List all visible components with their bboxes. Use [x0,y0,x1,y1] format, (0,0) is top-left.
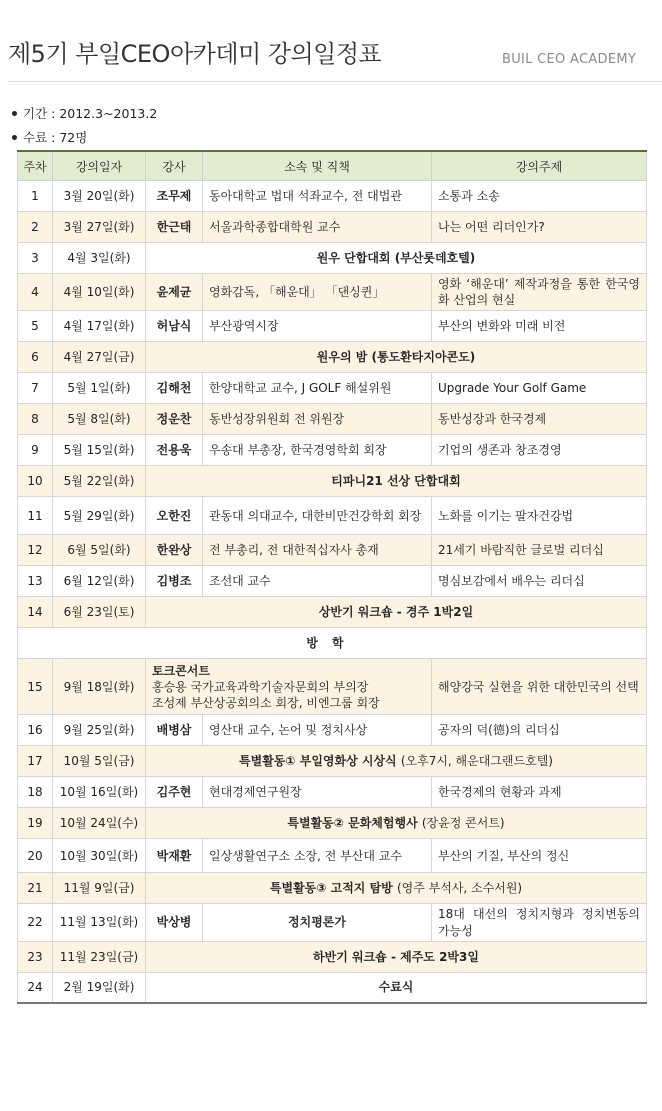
info-label: 기간 [23,106,48,121]
info-label: 수료 [23,130,48,145]
event-title: 특별활동① 부일영화상 시상식 [239,754,397,769]
info-period: 기간 : 2012.3~2013.2 [12,104,157,122]
lecture-date: 3월 20일(화) [53,181,146,212]
week-number: 6 [18,342,53,373]
lecture-topic: 동반성장과 한국경제 [432,404,647,435]
event-cell [146,808,647,839]
table-row [18,212,647,243]
lecture-topic: 한국경제의 현황과 과제 [432,777,647,808]
brand-logo-text: BUIL CEO ACADEMY [502,52,637,67]
table-row [18,497,647,535]
event-cell [146,466,647,497]
column-header: 강사 [146,151,203,181]
bullet-icon [12,135,17,140]
event-cell [146,873,647,904]
event-detail: (오후7시, 해운대그랜드호텔) [400,754,553,769]
week-number: 3 [18,243,53,274]
lecturer-name: 허남식 [146,311,203,342]
schedule-body [18,181,647,1004]
week-number: 8 [18,404,53,435]
event-cell [146,342,647,373]
lecturer-position: 조선대 교수 [203,566,432,597]
event-title: 원우의 밤 (통도환타지아콘도) [316,350,476,365]
table-row [18,435,647,466]
column-header: 강의주제 [432,151,647,181]
week-number: 4 [18,274,53,311]
event-row [18,466,647,497]
event-row [18,746,647,777]
event-title: 상반기 워크숍 - 경주 1박2일 [318,605,474,620]
table-row [18,311,647,342]
lecturer-name: 윤제균 [146,274,203,311]
week-number: 11 [18,497,53,535]
lecturer-name: 박재환 [146,839,203,873]
lecturer-name: 김주현 [146,777,203,808]
column-header: 소속 및 직책 [203,151,432,181]
lecture-date: 9월 18일(화) [53,659,146,715]
break-label: 방학 [18,628,647,659]
week-number: 17 [18,746,53,777]
week-number: 1 [18,181,53,212]
event-row [18,972,647,1003]
table-row [18,181,647,212]
lecturer-name: 정운찬 [146,404,203,435]
event-cell [146,597,647,628]
lecturer-name: 조무제 [146,181,203,212]
week-number: 7 [18,373,53,404]
lecture-topic: 노화를 이기는 팔자건강법 [432,497,647,535]
event-title: 수료식 [378,980,414,995]
table-row [18,274,647,311]
lecturer-position: 일상생활연구소 소장, 전 부산대 교수 [203,839,432,873]
page-title: 제5기 부일CEO아카데미 강의일정표 [8,40,382,68]
lecture-date: 10월 24일(수) [53,808,146,839]
event-row [18,873,647,904]
event-title: 티파니21 선상 단합대회 [331,474,461,489]
table-row [18,715,647,746]
schedule-table [17,150,647,1004]
info-value: 72명 [59,130,88,145]
event-row [18,808,647,839]
lecture-date: 11월 13일(화) [53,904,146,941]
lecture-date: 5월 1일(화) [53,373,146,404]
week-number: 22 [18,904,53,941]
lecture-topic: 공자의 덕(德)의 리더십 [432,715,647,746]
week-number: 16 [18,715,53,746]
week-number: 5 [18,311,53,342]
lecture-topic: 부산의 기질, 부산의 정신 [432,839,647,873]
lecturer-name: 박상병 [146,904,203,941]
lecture-date: 5월 15일(화) [53,435,146,466]
lecture-date: 9월 25일(화) [53,715,146,746]
talk-concert-title: 토크콘서트 [152,663,210,678]
lecture-date: 5월 22일(화) [53,466,146,497]
lecturer-position: 관동대 의대교수, 대한비만건강학회 회장 [203,497,432,535]
lecturer-position: 동아대학교 법대 석좌교수, 전 대법관 [203,181,432,212]
week-number: 23 [18,941,53,972]
info-value: 2012.3~2013.2 [59,106,158,121]
table-row [18,404,647,435]
lecture-topic: 명심보감에서 배우는 리더십 [432,566,647,597]
lecture-date: 11월 9일(금) [53,873,146,904]
lecture-date: 5월 29일(화) [53,497,146,535]
week-number: 24 [18,972,53,1003]
lecturer-position: 동반성장위원회 전 위원장 [203,404,432,435]
talk-concert-speaker: 홍승용 국가교육과학기술자문회의 부의장 [152,679,369,694]
lecture-topic: 부산의 변화와 미래 비전 [432,311,647,342]
title-divider-secondary [8,84,662,85]
lecturer-position: 우송대 부총장, 한국경영학회 회장 [203,435,432,466]
lecture-topic: 기업의 생존과 창조경영 [432,435,647,466]
table-row [18,839,647,873]
lecture-date: 2월 19일(화) [53,972,146,1003]
lecturer-name: 배병삼 [146,715,203,746]
lecturer-position: 부산광역시장 [203,311,432,342]
lecturer-name: 한근태 [146,212,203,243]
week-number: 2 [18,212,53,243]
lecture-date: 10월 5일(금) [53,746,146,777]
lecture-date: 3월 27일(화) [53,212,146,243]
week-number: 19 [18,808,53,839]
lecturer-position: 현대경제연구원장 [203,777,432,808]
lecture-topic: 소통과 소송 [432,181,647,212]
column-header: 강의일자 [53,151,146,181]
lecture-date: 5월 8일(화) [53,404,146,435]
week-number: 21 [18,873,53,904]
event-title: 특별활동③ 고적지 탐방 [269,881,393,896]
event-cell [146,746,647,777]
bullet-icon [12,111,17,116]
lecture-date: 11월 23일(금) [53,941,146,972]
table-row [18,566,647,597]
lecture-date: 10월 16일(화) [53,777,146,808]
lecture-date: 4월 27일(금) [53,342,146,373]
table-row [18,777,647,808]
lecture-date: 6월 12일(화) [53,566,146,597]
week-number: 13 [18,566,53,597]
week-number: 12 [18,535,53,566]
lecture-topic: 해양강국 실현을 위한 대한민국의 선택 [432,659,647,715]
event-detail: (장윤정 콘서트) [421,816,505,831]
info-graduates: 수료 : 72명 [12,128,87,146]
lecturer-position: 서울과학종합대학원 교수 [203,212,432,243]
event-cell [146,243,647,274]
column-header: 주차 [18,151,53,181]
lecturer-position: 전 부총리, 전 대한적십자사 총재 [203,535,432,566]
lecture-topic: Upgrade Your Golf Game [432,373,647,404]
table-header-row [18,151,647,181]
event-title: 특별활동② 문화체험행사 [287,816,418,831]
event-title: 하반기 워크숍 - 제주도 2박3일 [313,949,479,964]
event-cell [146,972,647,1003]
lecture-topic: 나는 어떤 리더인가? [432,212,647,243]
lecturer-position: 정치평론가 [203,904,432,941]
lecture-date: 4월 17일(화) [53,311,146,342]
lecturer-position: 한양대학교 교수, J GOLF 해설위원 [203,373,432,404]
event-row [18,941,647,972]
lecturer-name: 김해천 [146,373,203,404]
table-row [18,904,647,941]
title-divider [8,81,662,82]
talk-concert-speaker: 조성제 부산상공회의소 회장, 비엔그룹 회장 [152,695,380,710]
lecture-date: 10월 30일(화) [53,839,146,873]
table-row [18,373,647,404]
lecturer-name: 김병조 [146,566,203,597]
lecture-topic: 영화 ‘해운대’ 제작과정을 통한 한국영화 산업의 현실 [432,274,647,311]
table-row [18,659,647,715]
lecturer-name: 전용욱 [146,435,203,466]
week-number: 18 [18,777,53,808]
lecturer-position: 영산대 교수, 논어 및 정치사상 [203,715,432,746]
event-row [18,597,647,628]
event-detail: (영주 부석사, 소수서원) [396,881,523,896]
event-cell [146,941,647,972]
lecturer-position: 영화감독, 「해운대」 「댄싱퀸」 [203,274,432,311]
talk-concert-cell [146,659,432,715]
break-row [18,628,647,659]
table-row [18,535,647,566]
lecture-date: 6월 23일(토) [53,597,146,628]
event-row [18,342,647,373]
week-number: 10 [18,466,53,497]
lecturer-name: 오한진 [146,497,203,535]
week-number: 9 [18,435,53,466]
week-number: 14 [18,597,53,628]
event-title: 원우 단합대회 (부산롯데호텔) [316,250,476,265]
lecture-date: 6월 5일(화) [53,535,146,566]
lecture-topic: 21세기 바람직한 글로벌 리더십 [432,535,647,566]
lecture-topic: 18대 대선의 정치지형과 정치변동의 가능성 [432,904,647,941]
week-number: 20 [18,839,53,873]
week-number: 15 [18,659,53,715]
event-row [18,243,647,274]
lecturer-name: 한완상 [146,535,203,566]
lecture-date: 4월 10일(화) [53,274,146,311]
lecture-date: 4월 3일(화) [53,243,146,274]
